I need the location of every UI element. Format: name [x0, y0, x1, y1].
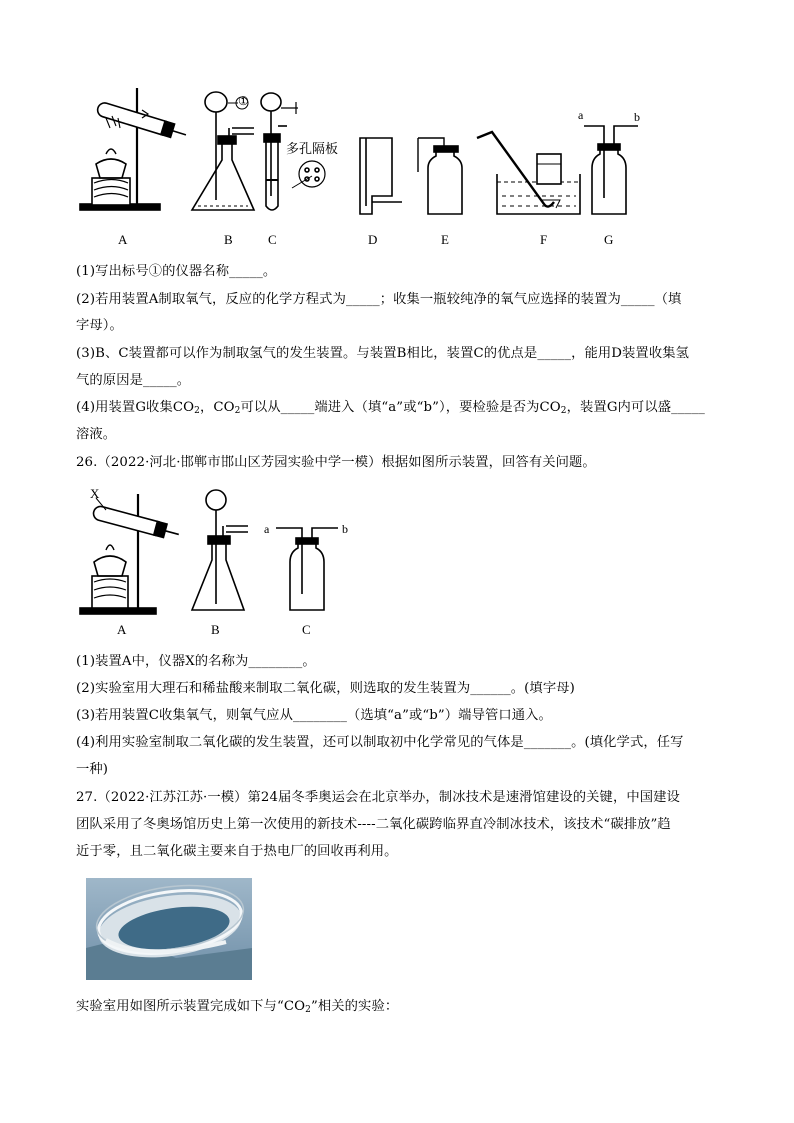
- q25-p4-sub-2: 2: [234, 406, 241, 416]
- q25-part4-line2: 溶液。: [76, 427, 117, 442]
- figure1-plate-label: 多孔隔板: [286, 141, 339, 156]
- figure1-label-d: D: [368, 232, 378, 247]
- q27-tail-c: ”相关的实验：: [310, 999, 399, 1014]
- apparatus-g: [584, 126, 638, 214]
- q26-header: 26.（2022·河北·邯郸市邯山区芳园实验中学一模）根据如图所示装置，回答有关问题。: [76, 455, 596, 470]
- figure2-port-a: a: [264, 522, 270, 536]
- q25-p4-sub-1: 2: [194, 406, 200, 416]
- figure2-label-b: B: [211, 622, 220, 637]
- apparatus-26-c: [276, 528, 338, 610]
- figure1-label-e: E: [441, 232, 449, 247]
- figure1-label-c: C: [268, 232, 277, 247]
- q25-p4-text-a: (4)用装置G收集CO: [76, 400, 195, 415]
- apparatus-26-b: [192, 490, 248, 610]
- figure1-label-b: B: [224, 232, 233, 247]
- apparatus-b: [192, 92, 254, 210]
- figure1-port-a: a: [578, 108, 584, 122]
- figure1-label-g: G: [604, 232, 614, 247]
- figure2-label-a: A: [117, 622, 127, 637]
- q27-line1: 27.（2022·江苏江苏·一模）第24届冬季奥运会在北京举办，制冰技术是速滑馆建设的关键，中国建设: [76, 790, 680, 805]
- figure2-port-b: b: [342, 522, 348, 536]
- apparatus-f: [477, 132, 580, 214]
- q27-tail-sub: 2: [305, 1005, 311, 1015]
- figure1-label-f: F: [540, 232, 548, 247]
- q25-part3-line1: (3)B、C装置都可以作为制取氢气的发生装置。与装置B相比，装置C的优点是_____，能用D装置收集氢: [76, 346, 690, 361]
- stadium-photo: [86, 878, 252, 980]
- apparatus-a: [80, 88, 188, 210]
- q25-part3-line2: 气的原因是_____。: [76, 373, 191, 388]
- q27-tail: [76, 997, 398, 1020]
- q26-part4-line2: 一种): [76, 762, 109, 777]
- figure2-label-c: C: [302, 622, 311, 637]
- figure1-port-b: b: [634, 110, 640, 124]
- q25-p4-text-g: ，装置G内可以盛_____: [566, 400, 705, 415]
- q26-part3: (3)若用装置C收集氧气，则氧气应从________（选填“a”或“b”）端导管口通入。: [76, 708, 552, 723]
- q26-part2: (2)实验室用大理石和稀盐酸来制取二氧化碳，则选取的发生装置为______。(填字母): [76, 681, 575, 696]
- q25-p4-text-e: 可以从_____端进入（填“a”或“b”），要检验是否为CO: [240, 400, 561, 415]
- apparatus-26-a: [80, 494, 181, 614]
- q25-part4-line1: [76, 398, 705, 421]
- q25-part2-line1: (2)若用装置A制取氧气，反应的化学方程式为_____；收集一瓶较纯净的氧气应选择的装置为_____（填: [76, 292, 682, 307]
- q26-part4-line1: (4)利用实验室制取二氧化碳的发生装置，还可以制取初中化学常见的气体是_______。(填化学式，任写: [76, 735, 684, 750]
- apparatus-figure-2: [76, 484, 376, 622]
- figure1-marker: ①: [238, 94, 249, 108]
- q26-part1: (1)装置A中，仪器X的名称为________。: [76, 654, 316, 669]
- apparatus-e: [418, 138, 462, 214]
- q27-tail-a: 实验室用如图所示装置完成如下与“CO: [76, 999, 306, 1014]
- q25-part2-line2: 字母）。: [76, 318, 123, 333]
- q27-line2: 团队采用了冬奥场馆历史上第一次使用的新技术----二氧化碳跨临界直冷制冰技术，该技术“碳排放”趋: [76, 817, 671, 832]
- q25-p4-text-c: ，CO: [199, 400, 235, 415]
- figure2-x-label: X: [90, 486, 100, 501]
- q27-line3: 近于零，且二氧化碳主要来自于热电厂的回收再利用。: [76, 844, 398, 859]
- apparatus-d: [360, 138, 402, 214]
- q25-p4-sub-3: 2: [560, 406, 567, 416]
- q25-part1: (1)写出标号①的仪器名称_____。: [76, 264, 277, 279]
- figure1-label-a: A: [118, 232, 128, 247]
